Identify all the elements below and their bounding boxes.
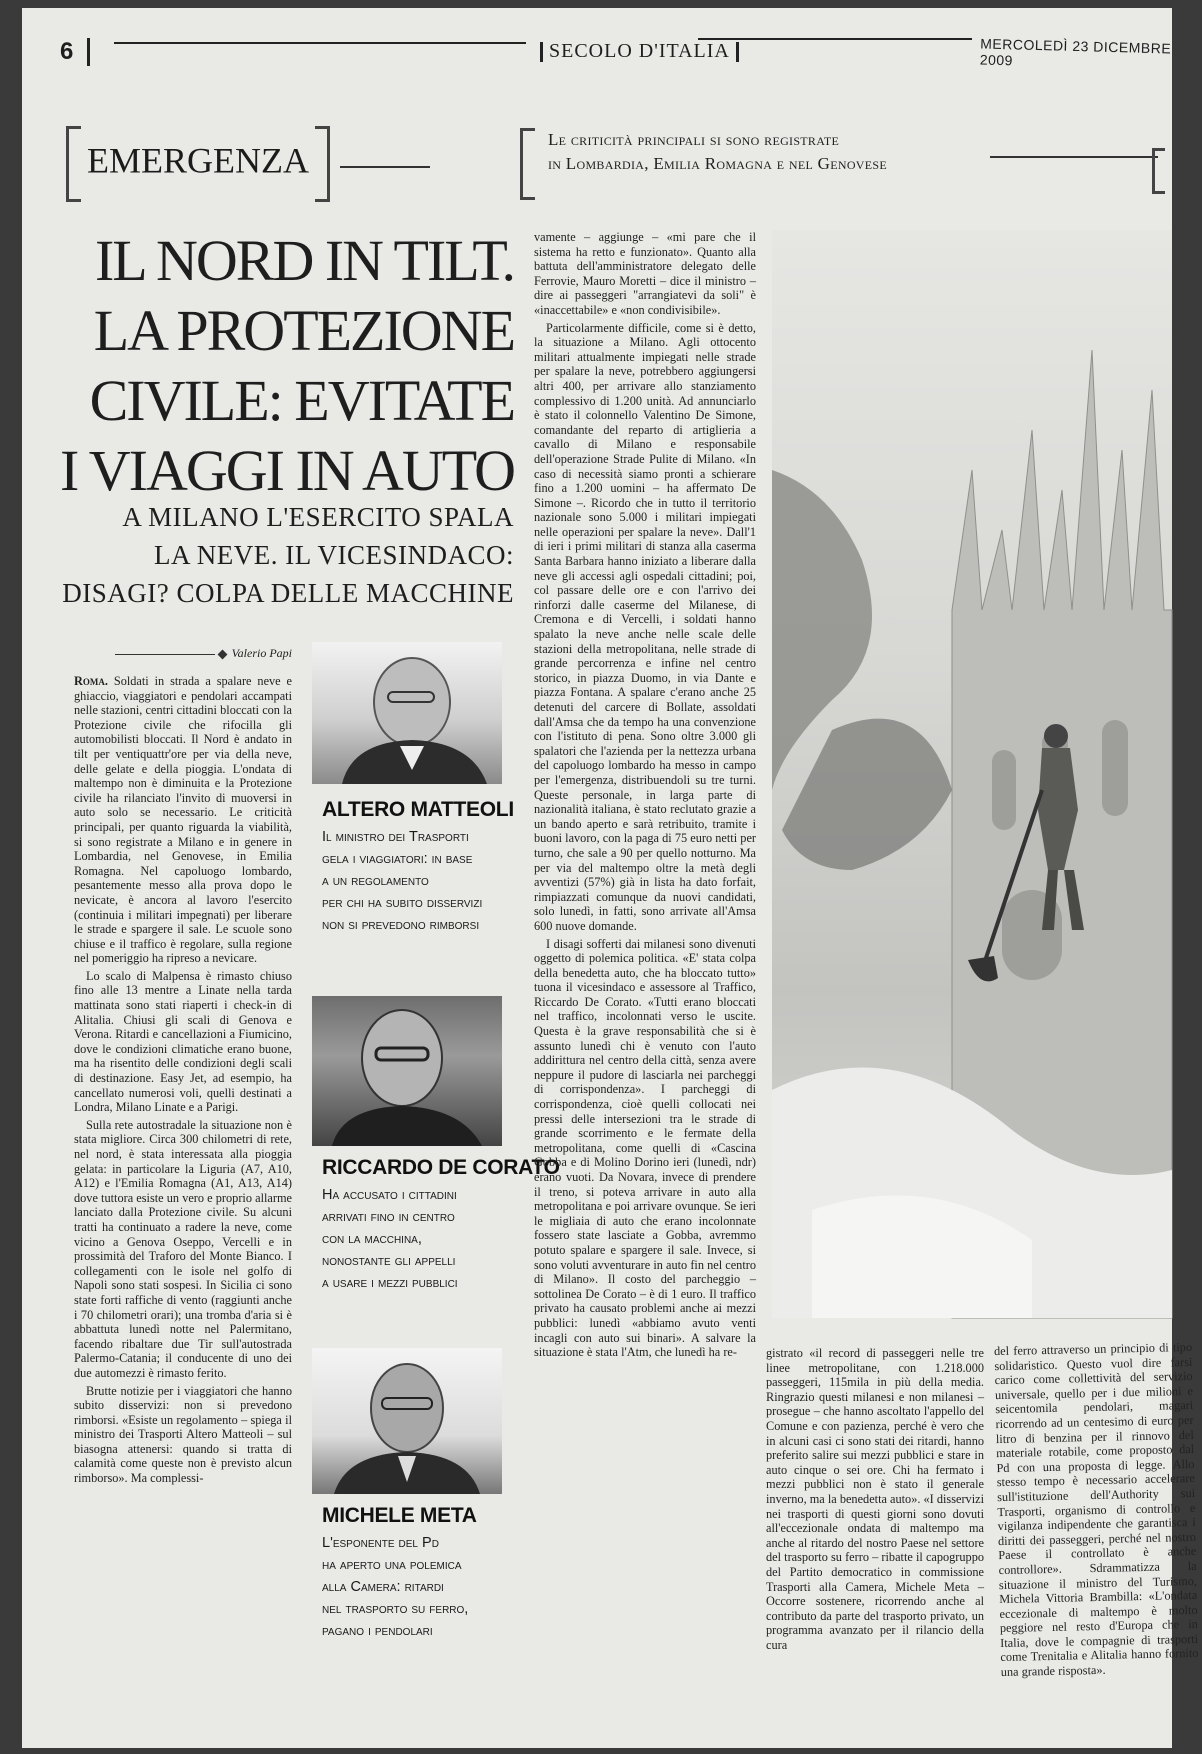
kicker-bracket-right	[1152, 148, 1165, 194]
paragraph: Brutte notizie per i viaggiatori che hanno subito disservizi: non si prevedono rimborsi. «Esiste un regolamento – spiega il ministro dei Trasporti Altero Matteoli – sul biasogna attenersi: quando si tratta di calamità come queste non è previsto alcun rimborso». Ma complessi-	[74, 1383, 292, 1486]
paragraph: Particolarmente difficile, come si è detto, la situazione a Milano. Agli ottocento militari attualmente impiegati nelle strade per spalare la neve, potrebbero aggiungersi altri 400, per arrivare allo stanziamento complessivo di 1.200 unità. Ad annunciarlo è stato il colonnello Valentino De Simone, comandante del reparto di artiglieria a cavallo di Milano e responsabile dell'operazione Strade Pulite di Milano. «In caso di necessità siamo pronti a schierare fino a 1.200 uomini – ha affermato De Simone –. Ricordo che in tutto il territorio nazionale sono 5.000 i militari impiegati nelle operazioni per spalare la neve». Dall'1 di ieri i primi militari di stanza alla caserma Santa Barbara hanno iniziato a liberare dalla neve gli accessi agli ospedali cittadini; poi, col passare delle ore e con l'arrivo dei rinforzi dalle caserme del Milanese, di Cremona e di Vercelli, i soldati hanno spalato la neve anche nelle scale delle stazioni della metropolitana, nelle strade di grande percorrenza e infine nel centro storico, in piazza Duomo, in via Dante e piazza Fontana. A spalare c'erano anche 25 detenuti del carcere di Bollate, assoldati dall'Amsa che da tempo ha una convenzione con l'istituto di pena. Sono oltre 3.000 gli spalatori che l'azienda per la nettezza urbana del capoluogo lombardo ha messo in campo per l'emergenza, distribuendoli su tre turni. Queste personale, in larga parte di nazionalità italiana, è stato reclutato grazie a un bando aperto e sarà retribuito, tramite i buoni lavoro, con la paga di 75 euro netti per turno, che sale a 90 per quello notturno. Ma per via del maltempo oltre la metà degli avventizi (57%) già in lista ha dato forfait, rimpiazzati comunque da nuovi candidati, solo lunedì, in fatti, sono arrivate all'Amsa 600 nuove domande.	[534, 320, 756, 933]
profile-name: MICHELE META	[322, 1504, 477, 1527]
paragraph	[74, 674, 292, 966]
subhead-line: A MILANO L'ESERCITO SPALA	[122, 502, 514, 532]
page-number: 6	[60, 38, 90, 66]
kicker-line-1: Le criticità principali si sono registrate	[548, 130, 840, 149]
caption-line: non si prevedono rimborsi	[322, 917, 480, 933]
caption-line: nonostante gli appelli	[322, 1253, 456, 1269]
headline-line: IL NORD IN TILT.	[94, 228, 514, 293]
caption-line: a un regolamento	[322, 873, 429, 889]
caption-line: gela i viaggiatori: in base	[322, 851, 473, 867]
subhead-line: DISAGI? COLPA DELLE MACCHINE	[62, 578, 514, 608]
profile-caption	[322, 1184, 532, 1294]
section-tag-label: EMERGENZA	[87, 140, 309, 181]
profile-caption	[322, 826, 532, 936]
paragraph-text: Soldati in strada a spalare neve e ghiaccio, viaggiatori e pendolari accampati nelle stazioni, centri cittadini bloccati con la Protezione civile che rifocilla gli automobilisti bloccati. Il Nord è andato in tilt per ventiquattr'ore per via della neve, delle gelate e della pioggia. L'ondata di maltempo non è diminuita e la Protezione civile ha rilanciato l'invito di muoversi in auto solo se necessario. Le criticità principali, per quanto riguarda la viabilità, si sono registrate a Milano e in genere in Lombardia, nel Genovese, in Emilia Romagna. Nel capoluogo lombardo, pesantemente messo alla prova dopo le nevicate, è ancora al lavoro l'esercito (continuia i militari impegnati) per liberare le strade e spargere il sale. Le scuole sono chiuse e il traffico è regolare, sulla regione nel pomeriggio ha ripreso a nevicare.	[74, 674, 292, 966]
byline-author: Valerio Papi	[231, 646, 292, 660]
bracket-left	[66, 126, 81, 202]
subheadline	[52, 498, 514, 612]
paragraph: vamente – aggiunge – «mi pare che il sistema ha retto e funzionato». Quanto alla battuta dell'amministratore delegato delle Ferrovie, Mauro Moretti – dice il ministro – dire ai passeggeri "arrangiatevi da soli" è «inaccettabile» e «non condivisibile».	[534, 230, 756, 317]
paragraph: Sulla rete autostradale la situazione non è stata migliore. Circa 300 chilometri di rete, nel nord, è stata interessata alla pioggia gelata: in particolare la Liguria (A7, A10, A12) e l'Emilia Romagna (A1, A13, A14) dove tuttora esiste un vero e proprio allarme lanciato dalla Protezione civile. Su alcuni tratti ha continuato a radere la neve, come vicino a Genova Oseppo, Vercelli e in prossimità del Traforo del Monte Bianco. I collegamenti con le isole nel golfo di Napoli sono stati sospesi. In Sicilia ci sono state forti raffiche di vento (raggiunti anche i 70 chilometri orari); una tromba d'aria si è abbattuta lunedì notte nel Palermitano, facendo ribaltare due Tir sull'autostrada Palermo-Catania; il conducente di uno dei due automezzi è rimasto ferito.	[74, 1117, 292, 1380]
kicker-line-2: in Lombardia, Emilia Romagna e nel Genovese	[548, 154, 888, 173]
caption-line: pagano i pendolari	[322, 1623, 433, 1639]
paragraph: gistrato «il record di passeggeri nelle tre linee metropolitane, con 1.218.000 passeggeri, 115mila in più della media. Ringrazio questi milanesi e non milanesi – prosegue – che hanno ascoltato l'appello del Comune e con pazienza, perché è vero che in alcuni casi ci sono stati dei ritardi, hanno preferito salire sui mezzi pubblici e stare in auto cinque o sei ore. Chi ha fermato i mezzi pubblici non è stato il generale inverno, ma la benedetta auto». «I disservizi nei trasporti di questi giorni sono dovuti all'eccezionale ondata di maltempo ma anche al ritardo del nostro Paese nel settore del trasporto su ferro – ribatte il capogruppo del Partito democratico in commissione Trasporti alla Camera, Michele Meta – Occorre sostenere, ricorrendo anche al contributo da parte del trasporto privato, un programma avanzato per il rilancio della cura	[766, 1346, 984, 1652]
masthead-title: SECOLO D'ITALIA	[549, 40, 730, 62]
caption-line: arrivati fino in centro	[322, 1209, 455, 1225]
caption-line: ha aperto una polemica	[322, 1557, 462, 1573]
section-tag	[66, 126, 330, 202]
paragraph: del ferro attraverso un principio di tipo solidaristico. Questo vuol dire farsi carico come collettività del servizio universale, quello per i due milioni e seicentomila pendolari, magari ricorrendo ad un centesimo di euro per litro di benzina per il rinnovo del materiale rotabile, come proposto dal Pd con una proposta di legge. Allo stesso tempo è necessario accelerare sull'istituzione dell'Authority sui Trasporti, organismo di controllo e vigilanza indipendente che garantisca i diritti dei passeggeri, perché nel nostro Paese il controllato è anche controllore». Sdrammatizza la situazione il ministro del Turismo, Michela Vittoria Brambilla: «L'ondata eccezionale di maltempo è molto peggiore nel resto d'Europa che in Italia, dove le compagnie di trasporti come Trenitalia e Alitalia hanno fornito una grande risposta».	[993, 1339, 1199, 1680]
section-rule	[340, 166, 430, 168]
subhead-line: LA NEVE. IL VICESINDACO:	[154, 540, 514, 570]
portrait-meta	[312, 1348, 502, 1494]
caption-line: alla Camera: ritardi	[322, 1579, 444, 1595]
profile-name: RICCARDO DE CORATO	[322, 1156, 560, 1179]
paragraph: Lo scalo di Malpensa è rimasto chiuso fino alle 13 mentre a Linate nella tarda mattinata sono stati riaperti i check-in di Alitalia. Chiusi gli scali di Genova e Verona. Ritardi e cancellazioni a Fiumicino, dove le condizioni climatiche erano buone, ma ha risentito delle condizioni degli scali di destinazione. Easy Jet, ad esempio, ha cancellato numerosi voli, quelli destinati a Londra, Milano Linate e a Parigi.	[74, 968, 292, 1115]
caption-line: per chi ha subito disservizi	[322, 895, 483, 911]
caption-line: a usare i mezzi pubblici	[322, 1275, 458, 1291]
portrait-image	[312, 642, 502, 784]
masthead	[534, 40, 745, 63]
byline	[74, 646, 292, 661]
caption-line: L'esponente del Pd	[322, 1535, 439, 1551]
header-date: MERCOLEDÌ 23 DICEMBRE 2009	[979, 35, 1172, 69]
kicker	[548, 128, 968, 176]
article-column-1	[74, 674, 292, 1734]
photo-duomo-snow	[772, 230, 1172, 1318]
caption-line: con la macchina,	[322, 1231, 422, 1247]
diamond-icon	[217, 649, 227, 659]
dateline: Roma.	[74, 674, 108, 688]
portrait-image	[312, 996, 502, 1146]
article-column-3	[534, 230, 756, 1730]
caption-line: Il ministro dei Trasporti	[322, 829, 469, 845]
profile-name: ALTERO MATTEOLI	[322, 798, 514, 821]
header-rule-left	[114, 42, 526, 44]
kicker-bracket	[520, 128, 535, 200]
bracket-right	[315, 126, 330, 202]
article-column-4	[766, 1346, 984, 1736]
headline-line: CIVILE: EVITATE	[89, 368, 514, 433]
caption-line: Ha accusato i cittadini	[322, 1187, 457, 1203]
headline-line: LA PROTEZIONE	[93, 298, 514, 363]
headline	[52, 226, 514, 506]
headline-line: I VIAGGI IN AUTO	[60, 438, 514, 503]
caption-line: nel trasporto su ferro,	[322, 1601, 469, 1617]
byline-rule	[115, 654, 215, 655]
newspaper-page	[22, 8, 1199, 1748]
paragraph: I disagi sofferti dai milanesi sono divenuti oggetto di polemica politica. «E' stata colpa della benedetta auto, che ha bloccato tutto» tuona il vicesindaco e assessore al Traffico, Riccardo De Corato. «Tutti erano bloccati nel traffico, incolonnati verso le uscite. Questa è la grave responsabilità che si è assunto lunedì chi è venuto con l'auto addirittura nel centro della città, senza avere neppure il pudore di lasciarla nei parcheggi di corrispondenza». I parcheggi di corrispondenza, cioè quelli collocati nei pressi delle intersezioni tra le strade di grande scorrimento e le fermate della metropolitana, come quelli di «Cascina Gobba e di Molino Dorino ieri (lunedì, ndr) erano vuoti. Da Novara, invece di prendere il treno, si poteva arrivare in auto alla metropolitana e poi arrivare ovunque. Se ieri le migliaia di auto che erano incolonnate fossero state lasciate a Gobba, avremmo potuto spalare e spargere il sale. Invece, si sono voluti avventurare in auto fin nel centro di Milano». Il costo del parcheggio – sottolinea De Corato – è di 1 euro. Il traffico privato ha causato problemi anche ai mezzi pubblici: lunedì «abbiamo avuto venti incagli con auto sui binari». A salvare la situazione è stata l'Atm, che lunedì ha re-	[534, 936, 756, 1360]
article-column-5	[994, 1340, 1200, 1736]
portrait-de-corato	[312, 996, 502, 1146]
portrait-matteoli	[312, 642, 502, 784]
portrait-image	[312, 1348, 502, 1494]
kicker-rule	[990, 156, 1158, 158]
profile-caption	[322, 1532, 532, 1642]
photo-image	[772, 230, 1172, 1318]
